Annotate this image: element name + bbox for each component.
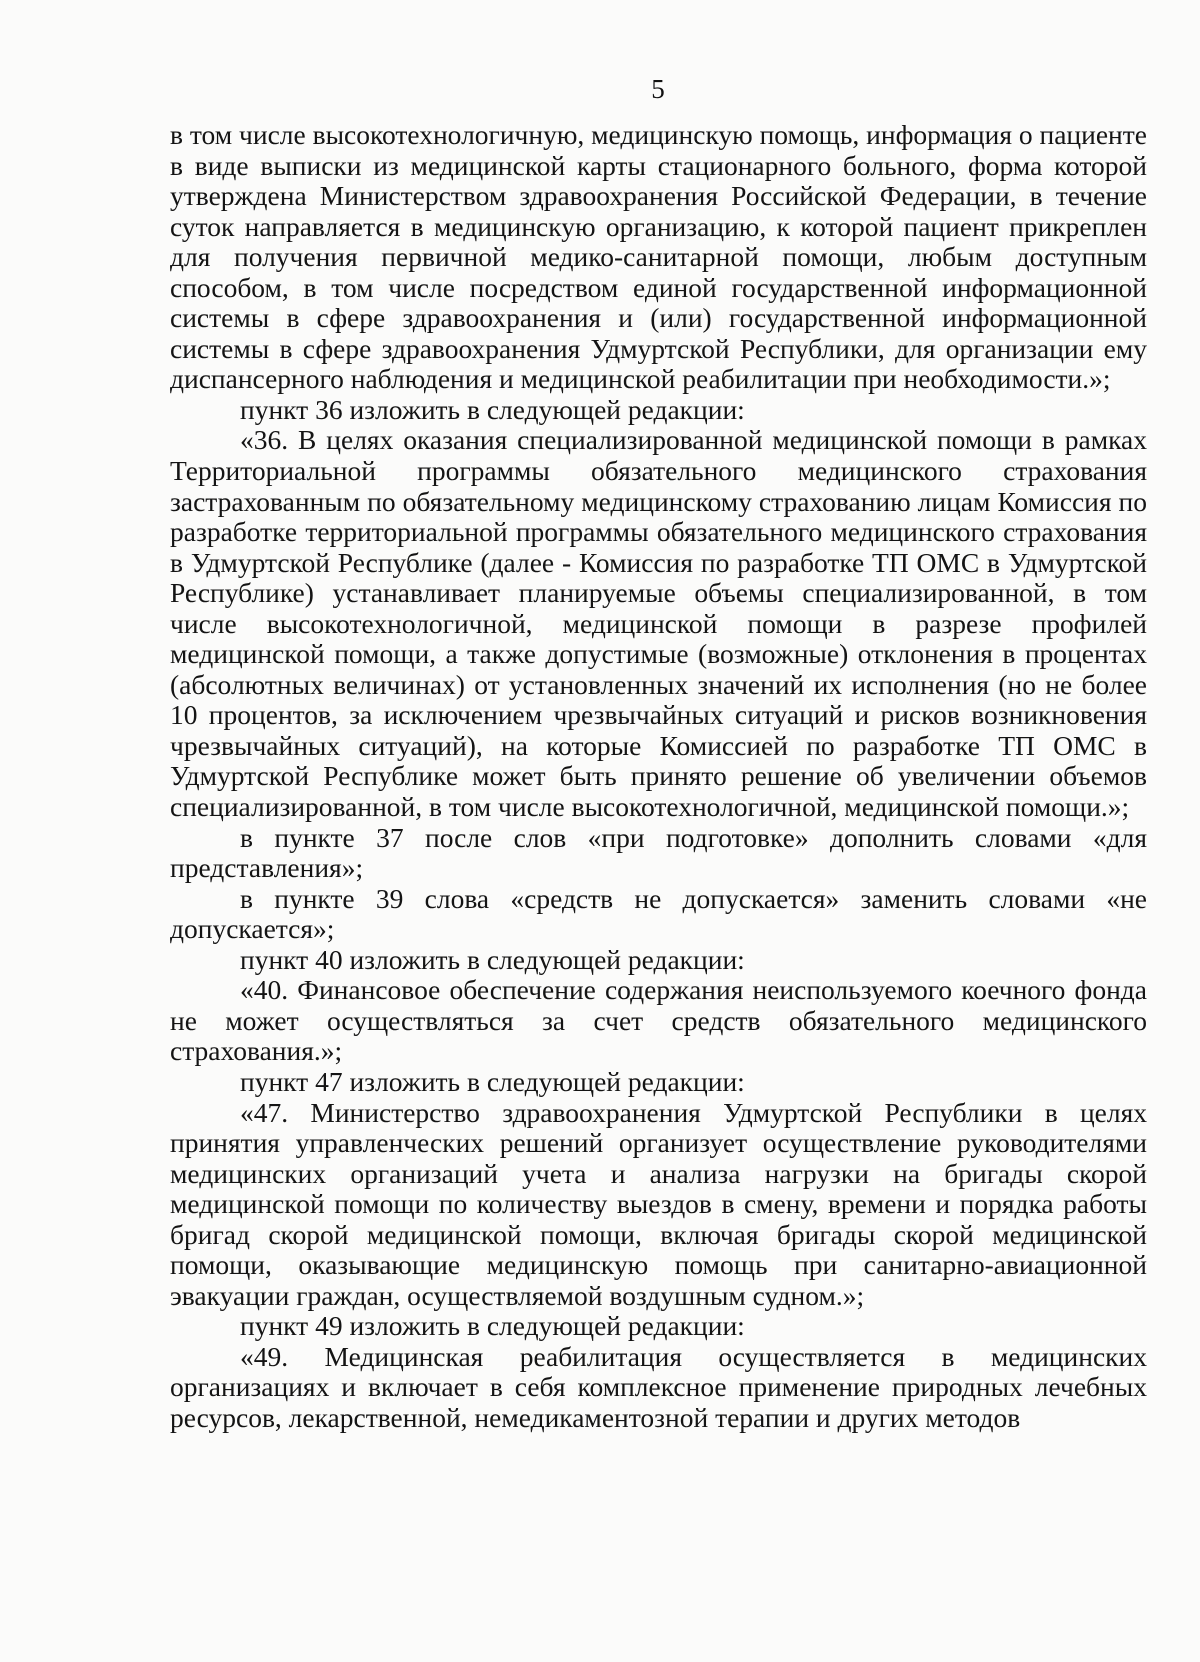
paragraph-item-36-intro: пункт 36 изложить в следующей редакции: xyxy=(240,393,745,425)
page-number: 5 xyxy=(651,74,665,104)
paragraph-continuation: в том числе высокотехнологичную, медицинскую помощь, информация о пациенте в виде выписки из медицинской карты стационарного больного, форма которой утверждена Министерством здравоохранения Российской Федерации, в течение суток направляется в медицинскую организацию, к которой пациент прикреплен для получения первичной медико-санитарной помощи, любым доступным способом, в том числе посредством единой государственной информационной системы в сфере здравоохранения и (или) государственной информационной системы в сфере здравоохранения Удмуртской Республики, для организации ему диспансерного наблюдения и медицинской реабилитации при необходимости.»; xyxy=(170,119,1147,395)
paragraph-item-36-text: «36. В целях оказания специализированной медицинской помощи в рамках Территориальной программы обязательного медицинского страхования застрахованным по обязательному медицинскому страхованию лицам Комиссия по разработке территориальной программы обязательного медицинского страхования в Удмуртской Республике (далее - Комиссия по разработке ТП ОМС в Удмуртской Республике) устанавливает планируемые объемы специализированной, в том числе высокотехнологичной, медицинской помощи в разрезе профилей медицинской помощи, а также допустимые (возможные) отклонения в процентах (абсолютных величинах) от установленных значений их исполнения (но не более 10 процентов, за исключением чрезвычайных ситуаций и рисков возникновения чрезвычайных ситуаций), на которые Комиссией по разработке ТП ОМС в Удмуртской Республике может быть принято решение об увеличении объемов специализированной, в том числе высокотехнологичной, медицинской помощи.»; xyxy=(170,424,1147,823)
paragraph-item-40-text: «40. Финансовое обеспечение содержания неиспользуемого коечного фонда не может осуществляться за счет средств обязательного медицинского страхования.»; xyxy=(170,974,1147,1067)
paragraph-item-40-intro: пункт 40 изложить в следующей редакции: xyxy=(240,943,745,975)
paragraph-item-37: в пункте 37 после слов «при подготовке» дополнить словами «для представления»; xyxy=(170,821,1147,884)
paragraph-item-47-intro: пункт 47 изложить в следующей редакции: xyxy=(240,1065,745,1097)
paragraph-item-49-text: «49. Медицинская реабилитация осуществляется в медицинских организациях и включает в себя комплексное применение природных лечебных ресурсов, лекарственной, немедикаментозной терапии и других методов xyxy=(170,1340,1147,1433)
paragraph-item-39: в пункте 39 слова «средств не допускается» заменить словами «не допускается»; xyxy=(170,882,1147,945)
paragraph-item-49-intro: пункт 49 изложить в следующей редакции: xyxy=(240,1310,745,1342)
paragraph-item-47-text: «47. Министерство здравоохранения Удмуртской Республики в целях принятия управленческих решений организует осуществление руководителями медицинских организаций учета и анализа нагрузки на бригады скорой медицинской помощи по количеству выездов в смену, времени и порядка работы бригад скорой медицинской помощи, включая бригады скорой медицинской помощи, оказывающие медицинскую помощь при санитарно-авиационной эвакуации граждан, осуществляемой воздушным судном.»; xyxy=(170,1096,1147,1311)
document-body xyxy=(170,120,1147,1434)
